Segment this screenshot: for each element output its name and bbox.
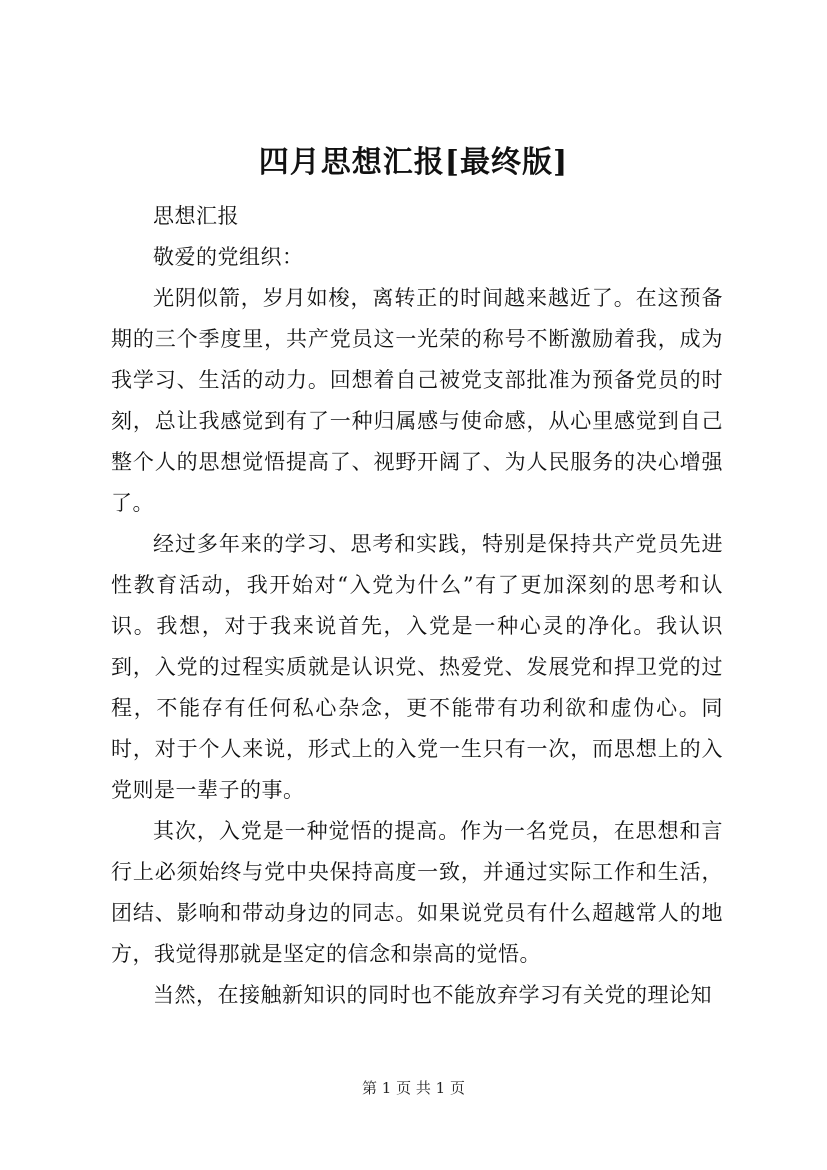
page-number-footer: 第 1 页 共 1 页 <box>362 1079 465 1097</box>
paragraph: 光阴似箭，岁月如梭，离转正的时间越来越近了。在这预备期的三个季度里，共产党员这一光荣的称号不断激励着我，成为我学习、生活的动力。回想着自己被党支部批准为预备党员的时刻，总让我感觉到有了一种归属感与使命感，从心里感觉到自己整个人的思想觉悟提高了、视野开阔了、为人民服务的决心增强了。 <box>111 286 723 515</box>
paragraph: 当然，在接触新知识的同时也不能放弃学习有关党的理论知 <box>153 983 712 1007</box>
document-title: 四月思想汇报[最终版] <box>258 145 569 180</box>
paragraph-salutation: 敬爱的党组织： <box>153 245 304 269</box>
paragraph-heading: 思想汇报 <box>153 204 239 228</box>
paragraph: 经过多年来的学习、思考和实践，特别是保持共产党员先进性教育活动，我开始对“入党为什么”有了更加深刻的思考和认识。我想，对于我来说首先，入党是一种心灵的净化。我认识到，入党的过程实质就是认识党、热爱党、发展党和捍卫党的过程，不能存有任何私心杂念，更不能带有功利欲和虚伪心。同时，对于个人来说，形式上的入党一生只有一次，而思想上的入党则是一辈子的事。 <box>111 532 723 802</box>
document-body <box>111 196 723 1016</box>
paragraph: 其次，入党是一种觉悟的提高。作为一名党员，在思想和言行上必须始终与党中央保持高度一致，并通过实际工作和生活，团结、影响和带动身边的同志。如果说党员有什么超越常人的地方，我觉得那就是坚定的信念和崇高的觉悟。 <box>111 819 723 966</box>
